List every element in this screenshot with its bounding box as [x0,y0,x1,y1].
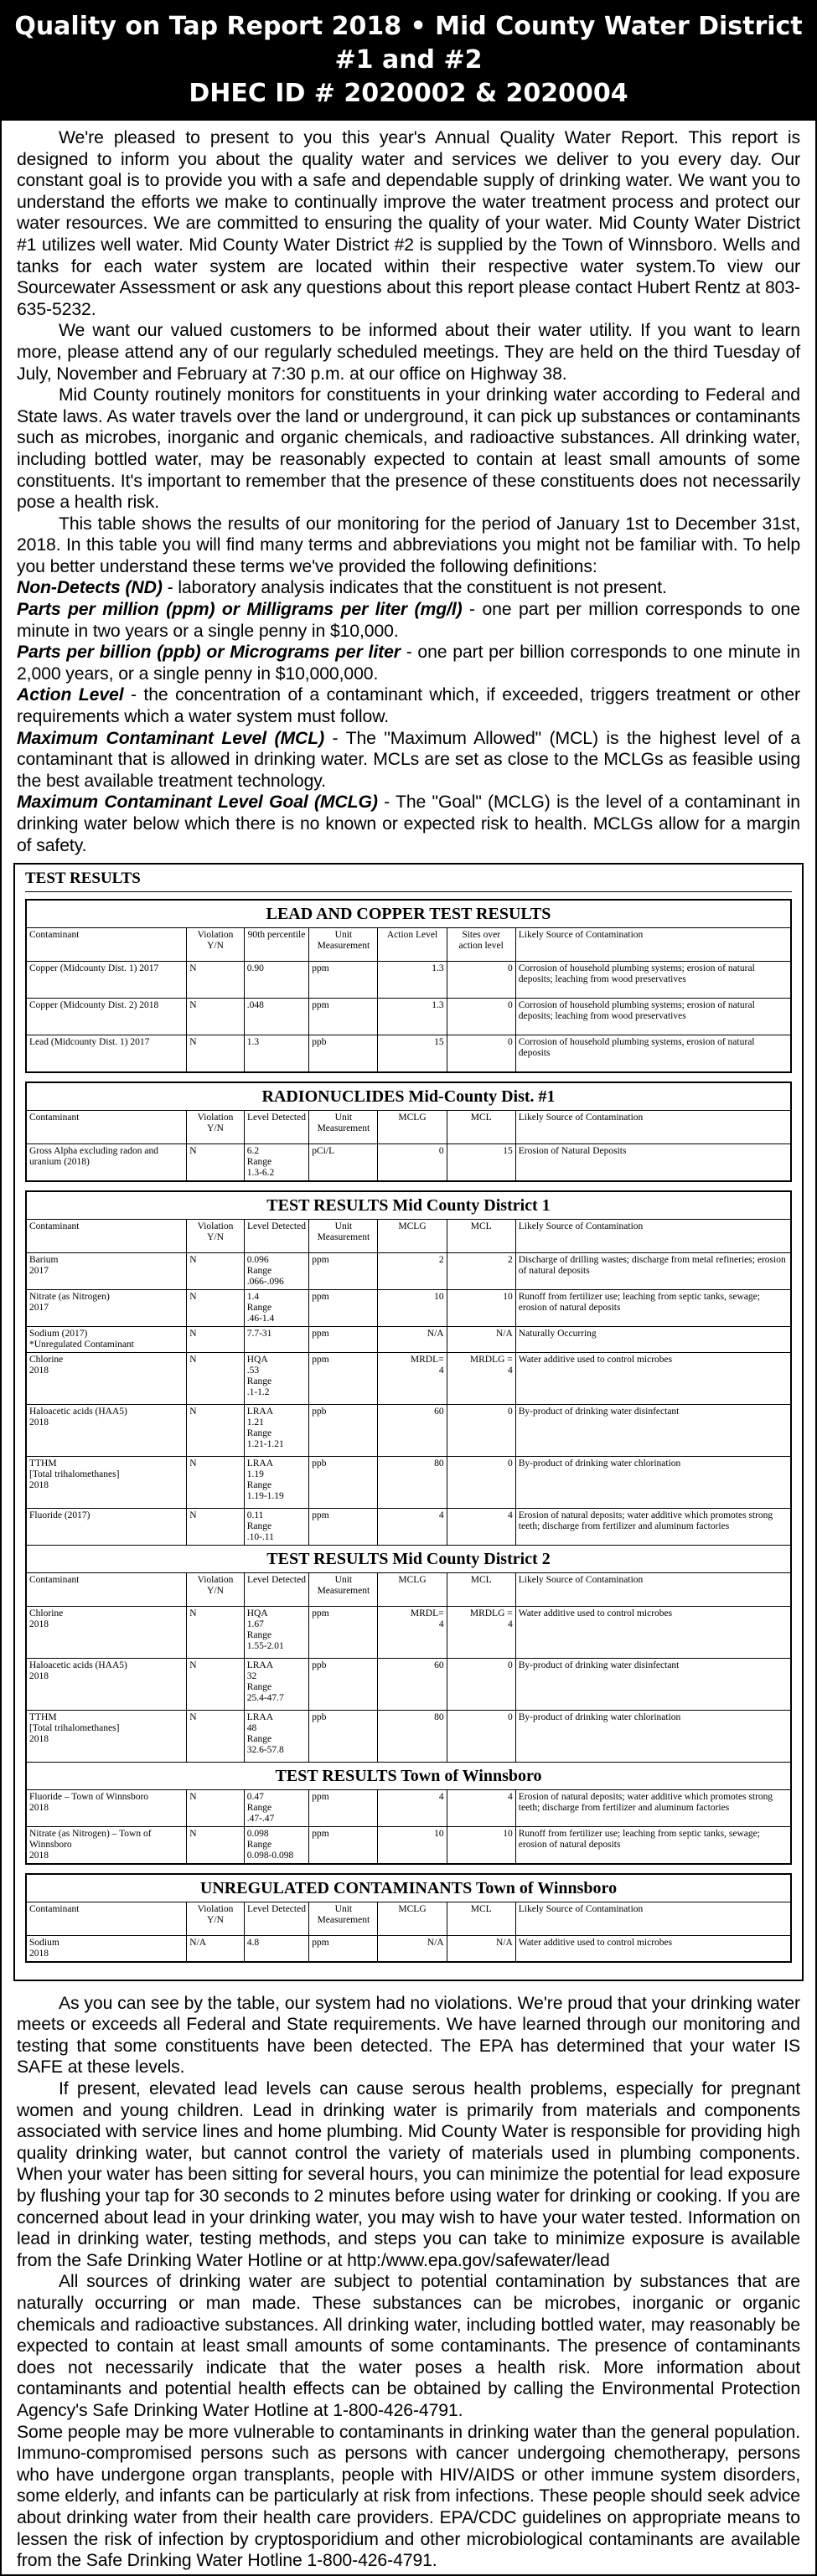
table-cell: N [187,1508,244,1545]
table-cell: 0.096 Range .066-.096 [244,1252,309,1289]
table-cell: 4 [378,1508,447,1545]
table-cell: 0 [447,1035,515,1072]
table-cell: 0.90 [244,962,309,999]
closing-paragraph-2: If present, elevated lead levels can cause serous health problems, especially for pregnant women and young children. Lead in drinking water is primarily from materials and components associated with service lines and home plumbing. Mid County Water is responsible for providing high quality drinking water, but cannot control the variety of materials used in plumbing components. When your water has been sitting for several hours, you can minimize the potential for lead exposure by flushing your tap for 30 seconds to 2 minutes before using water for drinking or cooking. If you are concerned about lead in your drinking water, you may wish to have your water tested. Information on lead in drinking water, testing methods, and steps you can take to minimize exposure is available from the Safe Drinking Water Hotline or at http:/www.epa.gov/safewater/lead [17,2079,800,2270]
table-cell: LRAA 1.21 Range 1.21-1.21 [244,1404,309,1456]
table-row [26,1710,791,1762]
table-cell: Copper (Midcounty Dist. 2) 2018 [26,999,187,1035]
definition-text: - one part per million corresponds to one minute in two years or a single penny in $10,000. [17,600,800,641]
test-results-box [13,863,804,1981]
definition-item [17,577,800,599]
column-header: Contaminant [26,1902,187,1935]
table-cell: N [187,1252,244,1289]
table-cell: 0 [447,1404,515,1456]
table-cell: N [187,1710,244,1762]
table-cell: Corrosion of household plumbing systems, erosion of natural deposits [515,1035,791,1072]
column-header: Unit Measurement [309,1902,378,1935]
table-cell: Corrosion of household plumbing systems; erosion of natural deposits; leaching from wood preservatives [515,962,791,999]
table-title: LEAD AND COPPER TEST RESULTS [26,900,791,928]
table-cell: Chlorine 2018 [26,1352,187,1404]
table-row [26,1326,791,1352]
table-cell: N [187,1826,244,1864]
table-cell: Water additive used to control microbes [515,1606,791,1658]
table-cell: 0 [447,1710,515,1762]
definition-item [17,599,800,642]
table-title: TEST RESULTS Mid County District 1 [26,1191,791,1220]
table-row [26,1826,791,1864]
table-cell: ppm [309,1606,378,1658]
table-cell: By-product of drinking water disinfectant [515,1404,791,1456]
table-cell: N [187,1456,244,1508]
table-cell: 0 [447,1658,515,1710]
table-cell: Naturally Occurring [515,1326,791,1352]
table-cell: HQA 1.67 Range 1.55-2.01 [244,1606,309,1658]
table-cell: Runoff from fertilizer use; leaching from septic tanks, sewage; erosion of natural deposits [515,1289,791,1326]
table-cell: N [187,1289,244,1326]
district1-table [25,1190,792,1865]
table-cell: N [187,1606,244,1658]
table-cell: ppb [309,1710,378,1762]
table-cell: ppm [309,1326,378,1352]
table-cell: 10 [378,1826,447,1864]
column-header: Likely Source of Contamination [515,1572,791,1606]
table-cell: 1.3 [378,962,447,999]
table-cell: N [187,1789,244,1826]
column-header: MCLG [378,1110,447,1143]
table-row [26,1352,791,1404]
table-cell: By-product of drinking water disinfectant [515,1658,791,1710]
column-header: MCL [447,1572,515,1606]
column-header: Violation Y/N [187,1219,244,1252]
table-cell: ppb [309,1035,378,1072]
table-cell: Fluoride – Town of Winnsboro 2018 [26,1789,187,1826]
table-cell: 15 [378,1035,447,1072]
table-row [26,1289,791,1326]
table-cell: Corrosion of household plumbing systems; erosion of natural deposits; leaching from wood preservatives [515,999,791,1035]
table-cell: Chlorine 2018 [26,1606,187,1658]
table-cell: N [187,999,244,1035]
table-cell: 0 [447,962,515,999]
table-cell: Lead (Midcounty Dist. 1) 2017 [26,1035,187,1072]
column-header: Unit Measurement [309,1572,378,1606]
table-cell: 80 [378,1456,447,1508]
table-cell: 0 [378,1143,447,1181]
table-cell: TTHM [Total trihalomethanes] 2018 [26,1456,187,1508]
table-cell: 0 [447,999,515,1035]
column-header: Violation Y/N [187,1572,244,1606]
table-cell: 2 [378,1252,447,1289]
table-cell: LRAA 1.19 Range 1.19-1.19 [244,1456,309,1508]
definition-term: Parts per billion (ppb) or Micrograms per liter [17,643,401,663]
table-cell: 60 [378,1404,447,1456]
table-cell: Haloacetic acids (HAA5) 2018 [26,1658,187,1710]
column-header: Action Level [378,928,447,962]
table-cell: 10 [447,1289,515,1326]
table-cell: MRDLG = 4 [447,1352,515,1404]
table-cell: 0 [447,1456,515,1508]
column-header: Contaminant [26,1572,187,1606]
column-header: Violation Y/N [187,1902,244,1935]
table-cell: Haloacetic acids (HAA5) 2018 [26,1404,187,1456]
table-cell: 0.098 Range 0.098-0.098 [244,1826,309,1864]
column-header: Likely Source of Contamination [515,1110,791,1143]
table-cell: 4 [447,1789,515,1826]
table-row [26,1935,791,1962]
table-title: TEST RESULTS Town of Winnsboro [26,1762,791,1789]
table-cell: .048 [244,999,309,1035]
table-row [26,1252,791,1289]
definition-text: - laboratory analysis indicates that the constituent is not present. [162,578,667,598]
table-cell: MRDL= 4 [378,1352,447,1404]
table-cell: N [187,1404,244,1456]
definition-term: Action Level [17,685,124,705]
column-header: Contaminant [26,928,187,962]
table-row [26,962,791,999]
table-cell: 2 [447,1252,515,1289]
table-cell: ppm [309,962,378,999]
table-cell: Water additive used to control microbes [515,1352,791,1404]
definition-term: Maximum Contaminant Level (MCL) [17,728,325,748]
column-header: Likely Source of Contamination [515,1219,791,1252]
column-header: MCL [447,1110,515,1143]
table-cell: 80 [378,1710,447,1762]
table-cell: ppm [309,1935,378,1962]
intro-paragraph-1: We're pleased to present to you this year's Annual Quality Water Report. This report is designed to inform you about the quality water and services we deliver to you every day. Our constant goal is to provide you with a safe and dependable supply of drinking water. We want you to understand the efforts we make to continually improve the water treatment process and protect our water resources. We are committed to ensuring the quality of your water. Mid County Water District #1 utilizes well water. Mid County Water District #2 is supplied by the Town of Winnsboro. Wells and tanks for each water system are located within their respective water system.To view our Sourcewater Assessment or ask any questions about this report please contact Hubert Rentz at 803-635-5232. [17,128,800,319]
table-cell: Nitrate (as Nitrogen) – Town of Winnsboro 2018 [26,1826,187,1864]
closing-paragraph-3: All sources of drinking water are subject to potential contamination by substances that are naturally occurring or man made. These substances can be microbes, inorganic or organic chemicals and radioactive substances. All drinking water, including bottled water, may reasonably be expected to contain at least small amounts of some contaminants. The presence of contaminants does not necessarily indicate that the water poses a health risk. More information about contaminants and potential health effects can be obtained by calling the Environmental Protection Agency's Safe Drinking Water Hotline at 1-800-426-4791. [17,2272,800,2420]
definition-item [17,792,800,856]
table-cell: N/A [187,1935,244,1962]
intro-paragraph-2: We want our valued customers to be informed about their water utility. If you want to learn more, please attend any of our regularly scheduled meetings. They are held on the third Tuesday of July, November and February at 7:30 p.m. at our office on Highway 38. [17,321,800,384]
definition-term: Maximum Contaminant Level Goal (MCLG) [17,792,378,813]
closing-paragraph-1: As you can see by the table, our system had no violations. We're proud that your drinking water meets or exceeds all Federal and State requirements. We have learned through our monitoring and testing that some constituents have been detected. The EPA has determined that your water IS SAFE at these levels. [17,1993,800,2078]
table-cell: 15 [447,1143,515,1181]
definition-term: Parts per million (ppm) or Milligrams per liter (mg/l) [17,600,463,620]
table-cell: N [187,1035,244,1072]
table-cell: ppb [309,1456,378,1508]
table-cell: MRDL= 4 [378,1606,447,1658]
table-cell: Barium 2017 [26,1252,187,1289]
column-header: MCL [447,1219,515,1252]
table-cell: 7.7-31 [244,1326,309,1352]
column-header: Level Detected [244,1902,309,1935]
table-cell: Sodium 2018 [26,1935,187,1962]
definition-text: - The "Maximum Allowed" (MCL) is the highest level of a contaminant that is allowed in drinking water. MCLs are set as close to the MCLGs as feasible using the best available treatment technology. [17,728,800,791]
definition-term: Non-Detects (ND) [17,578,163,598]
table-title: TEST RESULTS Mid County District 2 [26,1545,791,1572]
column-header: Level Detected [244,1110,309,1143]
table-cell: ppm [309,1508,378,1545]
table-cell: ppm [309,1352,378,1404]
column-header: Level Detected [244,1219,309,1252]
column-header: Level Detected [244,1572,309,1606]
column-header: Contaminant [26,1219,187,1252]
table-cell: 1.4 Range .46-1.4 [244,1289,309,1326]
dhec-id: DHEC ID # 2020002 & 2020004 [189,79,628,108]
table-cell: Fluoride (2017) [26,1508,187,1545]
table-row [26,1035,791,1072]
table-cell: ppb [309,1404,378,1456]
definition-text: - The "Goal" (MCLG) is the level of a contaminant in drinking water below which there is no known or expected risk to health. MCLGs allow for a margin of safety. [17,792,800,855]
column-header: Likely Source of Contamination [515,1902,791,1935]
intro-text [2,121,815,856]
table-row [26,1789,791,1826]
test-results-title: TEST RESULTS [25,870,792,892]
table-cell: ppm [309,1252,378,1289]
table-cell: N [187,962,244,999]
table-row [26,1404,791,1456]
table-row [26,1456,791,1508]
table-cell: N/A [447,1326,515,1352]
column-header: MCL [447,1902,515,1935]
report-title: Quality on Tap Report 2018 • Mid County Water District #1 and #2 [14,12,803,75]
table-cell: By-product of drinking water chlorination [515,1710,791,1762]
table-cell: 4 [447,1508,515,1545]
table-cell: Water additive used to control microbes [515,1935,791,1962]
column-header: Unit Measurement [309,928,378,962]
table-cell: ppb [309,1658,378,1710]
report-header [2,2,815,121]
definition-item [17,728,800,792]
table-cell: N/A [378,1935,447,1962]
table-cell: N/A [447,1935,515,1962]
table-cell: N [187,1352,244,1404]
table-cell: ppm [309,1289,378,1326]
table-cell: ppm [309,1789,378,1826]
table-cell: Copper (Midcounty Dist. 1) 2017 [26,962,187,999]
definitions-list [17,577,800,856]
closing-paragraph-4: Some people may be more vulnerable to contaminants in drinking water than the general population. Immuno-compromised persons such as persons with cancer undergoing chemotherapy, persons who have undergone organ transplants, people with HIV/AIDS or other immune system disorders, some elderly, and infants can be particularly at risk from infections. These people should seek advice about drinking water from their health care providers. EPA/CDC guidelines on appropriate means to lessen the risk of infection by cryptosporidium and other microbiological contaminants are available from the Safe Drinking Water Hotline 1-800-426-4791. [17,2422,800,2571]
table-cell: Erosion of Natural Deposits [515,1143,791,1181]
table-row [26,999,791,1035]
column-header: MCLG [378,1219,447,1252]
table-row [26,1658,791,1710]
table-cell: ppm [309,999,378,1035]
table-cell: 6.2 Range 1.3-6.2 [244,1143,309,1181]
table-cell: 10 [447,1826,515,1864]
column-header: Sites over action level [447,928,515,962]
table-cell: pCi/L [309,1143,378,1181]
table-cell: Erosion of natural deposits; water additive which promotes strong teeth; discharge from fertilizer and aluminum factories [515,1789,791,1826]
table-cell: HQA .53 Range .1-1.2 [244,1352,309,1404]
table-cell: LRAA 48 Range 32.6-57.8 [244,1710,309,1762]
table-cell: Gross Alpha excluding radon and uranium (2018) [26,1143,187,1181]
column-header: Violation Y/N [187,928,244,962]
table-title: RADIONUCLIDES Mid-County Dist. #1 [26,1082,791,1111]
closing-text [2,1981,815,2572]
radionuclides-table [25,1082,792,1182]
table-cell: 1.3 [244,1035,309,1072]
column-header: 90th percentile [244,928,309,962]
intro-paragraph-4: This table shows the results of our monitoring for the period of January 1st to December 31st, 2018. In this table you will find many terms and abbreviations you might not be familiar with. To help you better understand these terms we've provided the following definitions: [17,514,800,576]
column-header: MCLG [378,1902,447,1935]
column-header: Violation Y/N [187,1110,244,1143]
lead-copper-table [25,899,792,1073]
table-cell: 0.47 Range .47-.47 [244,1789,309,1826]
table-cell: By-product of drinking water chlorination [515,1456,791,1508]
table-cell: 4 [378,1789,447,1826]
table-cell: TTHM [Total trihalomethanes] 2018 [26,1710,187,1762]
table-cell: MRDLG = 4 [447,1606,515,1658]
table-cell: 60 [378,1658,447,1710]
unregulated-table [25,1873,792,1963]
column-header: Unit Measurement [309,1219,378,1252]
table-cell: 1.3 [378,999,447,1035]
table-row [26,1508,791,1545]
table-row [26,1606,791,1658]
table-cell: ppm [309,1826,378,1864]
definition-text: - one part per billion corresponds to one minute in 2,000 years, or a single penny in $10,000,000. [17,643,800,684]
table-cell: Runoff from fertilizer use; leaching from septic tanks, sewage; erosion of natural deposits [515,1826,791,1864]
definition-item [17,684,800,727]
table-cell: N/A [378,1326,447,1352]
table-title: UNREGULATED CONTAMINANTS Town of Winnsboro [26,1874,791,1902]
table-cell: Discharge of drilling wastes; discharge from metal refineries; erosion of natural deposits [515,1252,791,1289]
table-cell: LRAA 32 Range 25.4-47.7 [244,1658,309,1710]
column-header: Unit Measurement [309,1110,378,1143]
table-cell: 0.11 Range .10-.11 [244,1508,309,1545]
table-cell: N [187,1658,244,1710]
table-cell: Sodium (2017) *Unregulated Contaminant [26,1326,187,1352]
table-cell: 10 [378,1289,447,1326]
table-cell: 4.8 [244,1935,309,1962]
column-header: Likely Source of Contamination [515,928,791,962]
table-cell: N [187,1326,244,1352]
definition-item [17,642,800,684]
table-cell: N [187,1143,244,1181]
table-cell: Nitrate (as Nitrogen) 2017 [26,1289,187,1326]
table-cell: Erosion of natural deposits; water additive which promotes strong teeth; discharge from fertilizer and aluminum factories [515,1508,791,1545]
column-header: MCLG [378,1572,447,1606]
column-header: Contaminant [26,1110,187,1143]
definition-text: - the concentration of a contaminant which, if exceeded, triggers treatment or other requirements which a water system must follow. [17,685,800,727]
intro-paragraph-3: Mid County routinely monitors for constituents in your drinking water according to Federal and State laws. As water travels over the land or underground, it can pick up substances or contaminants such as microbes, inorganic and organic chemicals, and radioactive substances. All drinking water, including bottled water, may be reasonably expected to contain at least small amounts of some constituents. It's important to remember that the presence of these constituents does not necessarily pose a health risk. [17,385,800,513]
table-row [26,1143,791,1181]
